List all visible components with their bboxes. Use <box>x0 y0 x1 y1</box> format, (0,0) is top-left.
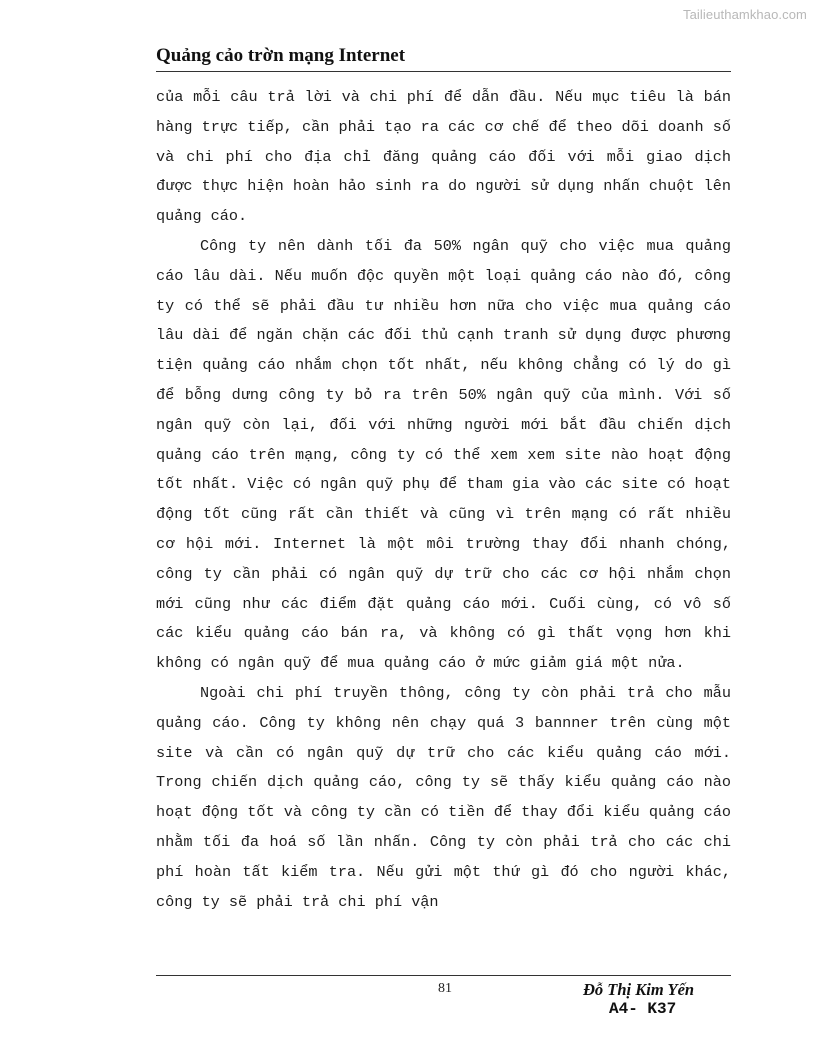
page-number: 81 <box>438 981 452 996</box>
class-code: A4- K37 <box>609 1000 677 1018</box>
paragraph-1: của mỗi câu trả lời và chi phí để dẫn đầu. Nếu mục tiêu là bán hàng trực tiếp, cần phải tạo ra các cơ chế để theo dõi doanh số và chi phí cho địa chỉ đăng quảng cáo đối với mỗi giao dịch được thực hiện hoàn hảo sinh ra do người sử dụng nhấn chuột lên quảng cáo. <box>156 88 731 226</box>
author-name: Đỗ Thị Kim Yến <box>583 980 695 999</box>
footer-divider <box>156 975 731 976</box>
header-divider <box>156 71 731 72</box>
page-title: Quảng cảo trờn mạng Internet <box>156 45 406 66</box>
watermark-text: Tailieuthamkhao.com <box>682 7 807 22</box>
paragraph-2: Công ty nên dành tối đa 50% ngân quỹ cho việc mua quảng cáo lâu dài. Nếu muốn độc quyền một loại quảng cáo nào đó, công ty có thể sẽ phải đầu tư nhiều hơn nữa cho việc mua quảng cáo lâu dài để ngăn chặn các đối thủ cạnh tranh sử dụng được phương tiện quảng cáo nhắm chọn tốt nhất, nếu không chẳng có lý do gì để bỗng dưng công ty bỏ ra trên 50% ngân quỹ của mình. Với số ngân quỹ còn lại, đối với những người mới bắt đầu chiến dịch quảng cáo trên mạng, công ty có thể xem xem site nào hoạt động tốt nhất. Việc có ngân quỹ phụ để tham gia vào các site có hoạt động tốt cũng rất cần thiết và cũng vì trên mạng có rất nhiều cơ hội mới. Internet là một môi trường thay đổi nhanh chóng, công ty cần phải có ngân quỹ dự trữ cho các cơ hội nhắm chọn mới cũng như các điểm đặt quảng cáo mới. Cuối cùng, có vô số các kiểu quảng cáo bán ra, và không có gì thất vọng hơn khi không có ngân quỹ để mua quảng cáo ở mức giảm giá một nửa. <box>156 236 731 673</box>
body-text <box>156 83 731 917</box>
paragraph-3: Ngoài chi phí truyền thông, công ty còn phải trả cho mẫu quảng cáo. Công ty không nên chạy quá 3 bannner trên cùng một site và cần có ngân quỹ dự trữ cho các kiểu quảng cáo mới. Trong chiến dịch quảng cáo, công ty sẽ thấy kiểu quảng cáo nào hoạt động tốt và công ty cần có tiền để thay đổi kiểu quảng cáo nhằm tối đa hoá số lần nhấn. Công ty còn phải trả cho các chi phí hoàn tất kiểm tra. Nếu gửi một thứ gì đó cho người khác, công ty sẽ phải trả chi phí vận <box>156 683 731 911</box>
